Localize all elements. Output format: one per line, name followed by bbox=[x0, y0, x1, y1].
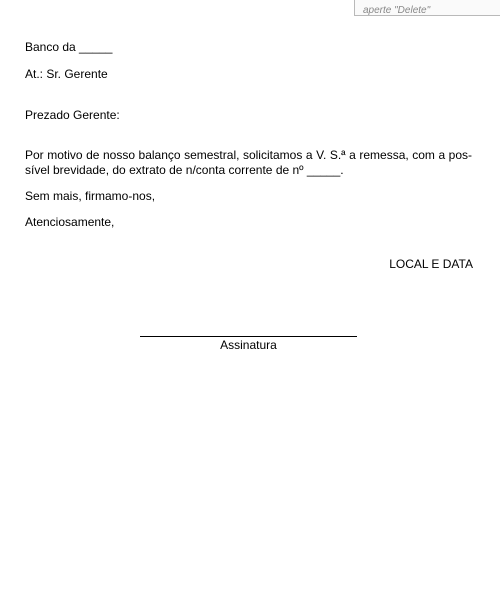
closing-line-1: Sem mais, firmamo-nos, bbox=[25, 189, 156, 203]
attention-line: At.: Sr. Gerente bbox=[25, 67, 108, 81]
signature-line bbox=[140, 336, 357, 337]
body-paragraph bbox=[25, 148, 472, 178]
instruction-note-box bbox=[354, 0, 500, 16]
instruction-note-line-2: aperte "Delete" bbox=[363, 5, 431, 16]
salutation: Prezado Gerente: bbox=[25, 108, 120, 122]
body-line-1: Por motivo de nosso balanço semestral, solicitamos a V. S.ª a remessa, com a pos- bbox=[25, 148, 472, 162]
closing-line-2: Atenciosamente, bbox=[25, 215, 115, 229]
place-and-date: LOCAL E DATA bbox=[389, 257, 473, 271]
signature-label: Assinatura bbox=[220, 338, 277, 352]
body-line-2: sível brevidade, do extrato de n/conta corrente de nº _____. bbox=[25, 163, 344, 177]
bank-line: Banco da _____ bbox=[25, 40, 113, 54]
